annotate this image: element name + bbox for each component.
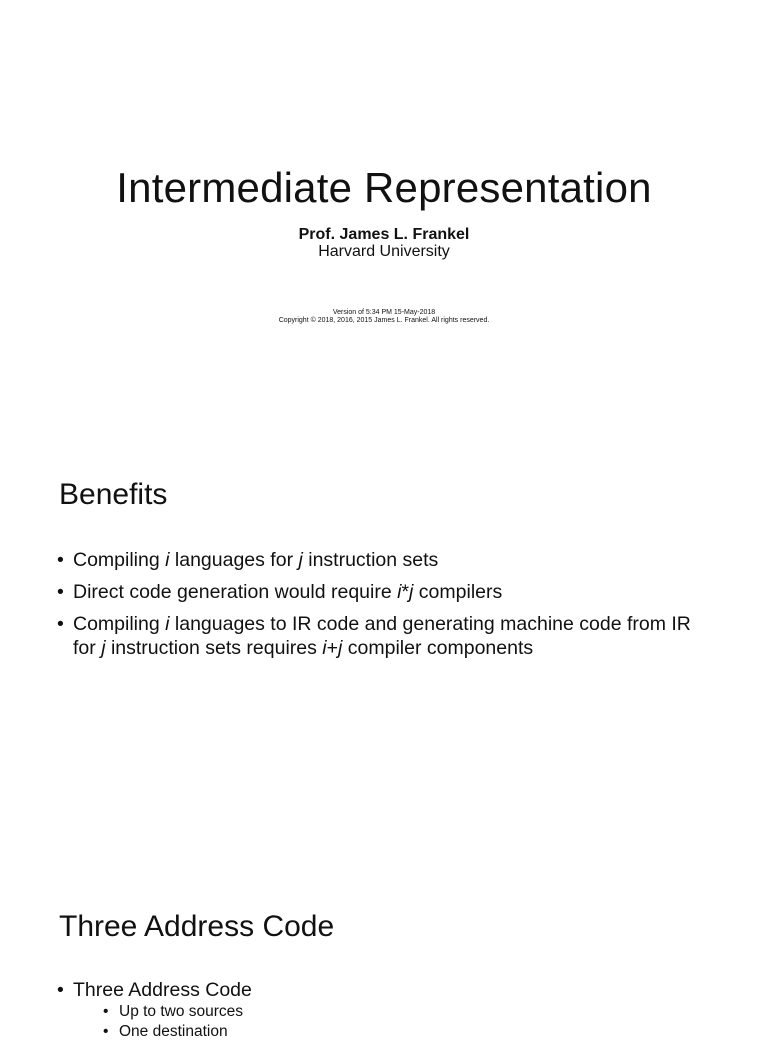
- bullet-text-segment: Compiling: [73, 549, 166, 571]
- sub-bullet-text: Up to two sources: [119, 1003, 244, 1020]
- bullet-item: [57, 978, 717, 1042]
- sub-bullet-list: [73, 1002, 717, 1042]
- sub-bullet-item: [73, 1002, 717, 1022]
- bullet-text-segment: instruction sets: [302, 549, 439, 571]
- bullet-text-segment: languages to IR code and generating machine code from IR for: [73, 613, 691, 659]
- three-address-code-heading: Three Address Code: [59, 910, 335, 943]
- three-address-code-bullet-list: [57, 978, 717, 1050]
- slide-title: Intermediate Representation: [116, 164, 652, 211]
- sub-bullet-marker: •: [103, 1003, 109, 1020]
- bullet-marker: •: [57, 613, 64, 635]
- bullet-marker: •: [57, 581, 64, 603]
- bullet-italic-variable: i: [165, 613, 170, 635]
- three-address-code-slide: [0, 864, 768, 1040]
- copyright-text: Copyright © 2018, 2016, 2015 James L. Frankel. All rights reserved.: [278, 317, 490, 324]
- bullet-text-segment: Direct code generation would require: [73, 581, 398, 603]
- bullet-italic-variable: i: [397, 581, 402, 603]
- bullet-italic-variable: j: [298, 549, 303, 571]
- author-affiliation: Harvard University: [318, 243, 450, 260]
- bullet-text-segment: +: [326, 637, 339, 659]
- bullet-text-segment: instruction sets requires: [105, 637, 323, 659]
- sub-bullet-marker: •: [103, 1023, 109, 1040]
- title-slide: [0, 0, 768, 432]
- author-name: Prof. James L. Frankel: [298, 226, 470, 243]
- bullet-item: [57, 612, 717, 660]
- bullet-italic-variable: i: [322, 637, 327, 659]
- bullet-italic-variable: j: [409, 581, 414, 603]
- bullet-text-segment: compiler components: [342, 637, 534, 659]
- benefits-slide: [0, 432, 768, 864]
- bullet-text-segment: languages for: [169, 549, 299, 571]
- bullet-item: [57, 548, 717, 572]
- bullet-marker: •: [57, 549, 64, 571]
- bullet-italic-variable: j: [338, 637, 343, 659]
- bullet-italic-variable: j: [101, 637, 106, 659]
- version-text: Version of 5:34 PM 15-May-2018: [332, 309, 436, 316]
- bullet-italic-variable: i: [165, 549, 170, 571]
- bullet-item: [57, 580, 717, 604]
- bullet-text-segment: *: [401, 581, 410, 603]
- sub-bullet-item: [73, 1022, 717, 1042]
- bullet-text: Three Address Code: [73, 979, 252, 1001]
- bullet-text-segment: Compiling: [73, 613, 166, 635]
- bullet-marker: •: [57, 979, 64, 1001]
- benefits-bullet-list: [57, 548, 717, 668]
- bullet-text-segment: compilers: [413, 581, 503, 603]
- benefits-heading: Benefits: [59, 478, 168, 511]
- sub-bullet-text: One destination: [119, 1023, 228, 1040]
